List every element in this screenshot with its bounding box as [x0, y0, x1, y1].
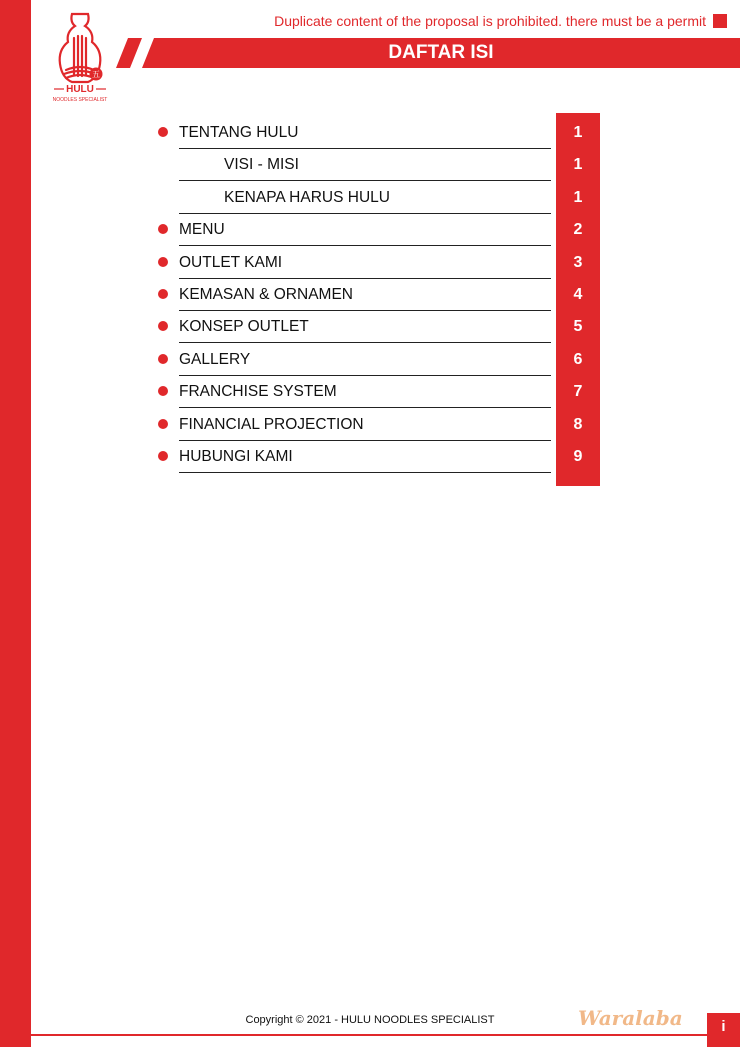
toc-page-number: 7 [573, 383, 583, 401]
title-bar-slash [116, 38, 142, 68]
toc-label: FRANCHISE SYSTEM [179, 383, 337, 401]
footer-copyright: Copyright © 2021 - HULU NOODLES SPECIALIST [245, 1014, 495, 1026]
toc-label: HUBUNGI KAMI [179, 447, 293, 465]
toc-page-number: 5 [573, 318, 583, 336]
toc-item-menu[interactable] [158, 215, 600, 247]
table-of-contents [158, 118, 600, 474]
toc-label: KENAPA HARUS HULU [224, 188, 390, 206]
footer-divider [31, 1034, 707, 1036]
toc-item-gallery[interactable] [158, 345, 600, 377]
toc-item-outlet-kami[interactable] [158, 248, 600, 280]
logo-brand: HULU [66, 84, 94, 95]
bullet-icon [158, 257, 168, 267]
toc-page-number: 1 [573, 124, 583, 141]
toc-label: VISI - MISI [224, 156, 299, 174]
toc-page-number: 1 [573, 188, 583, 206]
toc-label: KONSEP OUTLET [179, 318, 309, 336]
copy-notice: Duplicate content of the proposal is prohibited. there must be a permit [274, 13, 706, 29]
toc-item-kenapa-harus-hulu[interactable] [158, 183, 600, 215]
toc-page-number: 3 [573, 253, 583, 271]
toc-item-hubungi-kami[interactable] [158, 442, 600, 474]
toc-label: FINANCIAL PROJECTION [179, 415, 364, 433]
bullet-icon [158, 419, 168, 429]
bullet-icon [158, 127, 168, 137]
watermark-logo: Waralaba [578, 1006, 683, 1030]
toc-page-number: 6 [573, 350, 583, 368]
toc-item-franchise-system[interactable] [158, 377, 600, 409]
toc-item-tentang-hulu[interactable] [158, 118, 600, 150]
toc-item-visi-misi[interactable] [158, 150, 600, 182]
hulu-logo-icon [44, 8, 116, 104]
toc-label: OUTLET KAMI [179, 253, 283, 271]
toc-label: TENTANG HULU [179, 124, 299, 141]
toc-page-number: 2 [573, 221, 583, 239]
bullet-icon [158, 386, 168, 396]
page-number-tab [707, 1013, 740, 1047]
bullet-icon [158, 451, 168, 461]
toc-label: MENU [179, 221, 225, 239]
page-number-label: i [721, 1018, 726, 1035]
bullet-icon [158, 354, 168, 364]
bullet-icon [158, 321, 168, 331]
toc-page-number: 4 [573, 285, 583, 303]
bullet-icon [158, 224, 168, 234]
toc-item-financial-projection[interactable] [158, 410, 600, 442]
bullet-icon [158, 289, 168, 299]
toc-item-konsep-outlet[interactable] [158, 312, 600, 344]
left-accent-bar [0, 0, 31, 1047]
logo-tagline: NOODLES SPECIALIST [52, 97, 108, 103]
notice-square-icon [713, 14, 727, 28]
page-title: DAFTAR ISI [388, 42, 494, 63]
toc-label: KEMASAN & ORNAMEN [179, 285, 353, 303]
toc-page-number: 1 [573, 156, 583, 174]
logo-seal: 五 [92, 70, 100, 79]
toc-item-kemasan-ornamen[interactable] [158, 280, 600, 312]
toc-page-number: 9 [573, 447, 583, 465]
toc-page-number: 8 [573, 415, 583, 433]
toc-label: GALLERY [179, 350, 251, 368]
